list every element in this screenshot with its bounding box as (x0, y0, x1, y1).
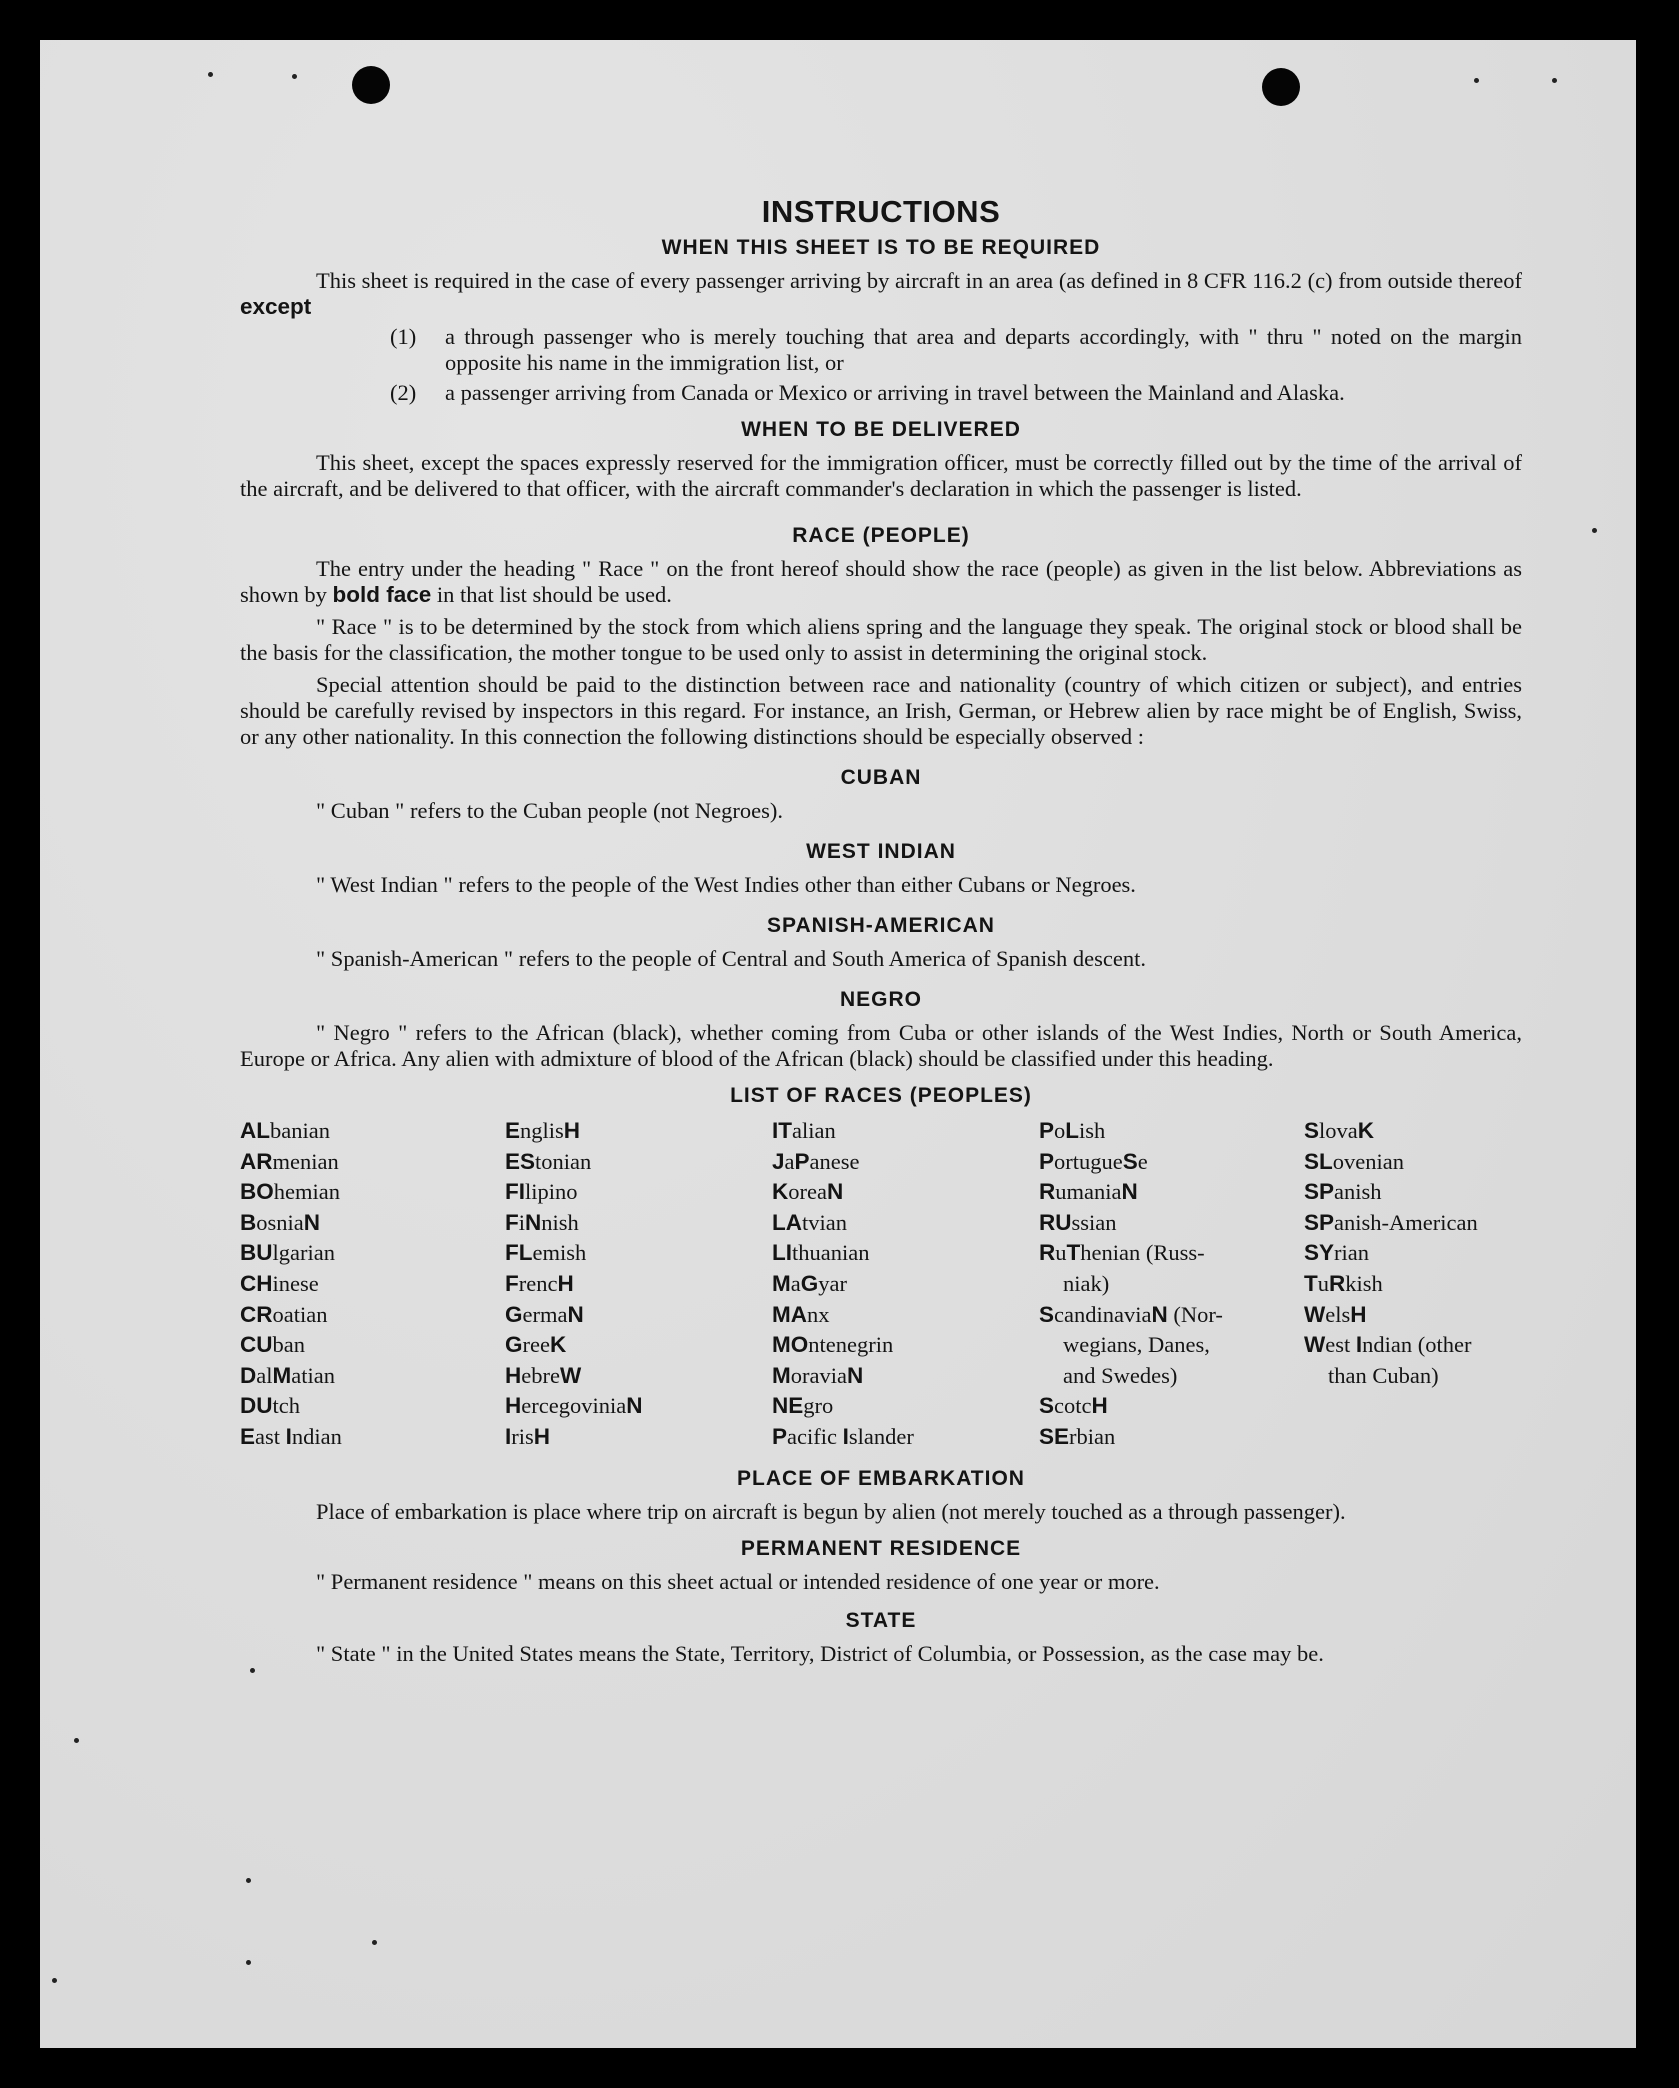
speck (372, 1940, 377, 1945)
punch-hole-left (352, 66, 390, 104)
speck (246, 1878, 251, 1883)
residence-text: " Permanent residence " means on this sheet actual or intended residence of one year or more. (316, 1568, 1160, 1594)
heading-permanent-residence: PERMANENT RESIDENCE (740, 1536, 1022, 1560)
race-entry: ALbanian (240, 1118, 330, 1143)
heading-spanish-american: SPANISH-AMERICAN (767, 914, 995, 937)
except-bold: except (240, 294, 312, 319)
heading-race: RACE (PEOPLE) (792, 524, 970, 547)
race-paragraph-3: Special attention should be paid to the distinction between race and nationality (country of which citizen or subject), and entries should be carefully revised by inspectors in this regard. For instance, an Irish, German, or Hebrew alien by race might be of English, Swiss, or any other nationality. In this connection the following distinctions should be especially observed : (240, 672, 1522, 749)
speck (1552, 78, 1557, 83)
spanish-american-text: " Spanish-American " refers to the people of Central and South America of Spanish descent. (316, 946, 1147, 971)
embarkation-text: Place of embarkation is place where trip on aircraft is begun by alien (not merely touched as a through passenger). (316, 1498, 1346, 1524)
race-entry: DalMatian (240, 1362, 335, 1388)
speck (208, 72, 213, 77)
race-entry: PoLish (1039, 1118, 1106, 1143)
bold-face-text: bold face (332, 582, 432, 607)
heading-west-indian: WEST INDIAN (806, 840, 956, 863)
race-entry: WelsH (1304, 1301, 1367, 1327)
race-entry: HercegoviniaN (505, 1393, 643, 1419)
race-entry: IrisH (505, 1423, 551, 1449)
race-entry: SLovenian (1304, 1148, 1404, 1174)
page-title: INSTRUCTIONS (761, 194, 1001, 229)
instructions-content (240, 190, 1522, 1673)
speck (52, 1978, 57, 1983)
heading-when-delivered: WHEN TO BE DELIVERED (741, 418, 1021, 441)
heading-state: STATE (845, 1608, 917, 1632)
speck (1592, 528, 1597, 533)
race-entry: RUssian (1039, 1209, 1117, 1235)
race-entry: SPanish (1304, 1179, 1382, 1205)
race-entry: BOhemian (240, 1179, 340, 1205)
race-entry: SlovaK (1304, 1118, 1375, 1143)
document-page (40, 40, 1636, 2048)
heading-list-of-races: LIST OF RACES (PEOPLES) (730, 1084, 1032, 1107)
race-paragraph-2: " Race " is to be determined by the stock from which aliens spring and the language they speak. The original stock or blood shall be the basis for the classification, the mother tongue to be used only to assist in determining the original stock. (240, 614, 1522, 665)
race-entry: TuRkish (1304, 1270, 1383, 1296)
punch-hole-right (1262, 68, 1300, 106)
race-entry: ScandinaviaN (Nor- (1039, 1301, 1223, 1327)
race-entry: CUban (240, 1332, 305, 1358)
race-entry: MOntenegrin (772, 1332, 894, 1358)
race-entry: wegians, Danes, (1063, 1332, 1210, 1358)
race-entry: SErbian (1039, 1423, 1116, 1449)
race-entry: West Indian (other (1304, 1332, 1472, 1358)
race-entry: FLemish (505, 1240, 587, 1266)
speck (292, 74, 297, 79)
heading-when-required: WHEN THIS SHEET IS TO BE REQUIRED (661, 236, 1101, 259)
race-entry: KoreaN (772, 1179, 844, 1205)
race-entry: NEgro (772, 1393, 834, 1419)
races-list (240, 1116, 1522, 1453)
race-paragraph-1: The entry under the heading " Race " on the front hereof should show the race (people) as given in the list below. Abbreviations as shown by bold face in that list should be used. (240, 556, 1522, 607)
race-entry: BUlgarian (240, 1240, 335, 1266)
heading-place-of-embarkation: PLACE OF EMBARKATION (737, 1466, 1025, 1490)
race-entry: BosniaN (240, 1209, 320, 1235)
west-indian-text: " West Indian " refers to the people of the West Indies other than either Cubans or Negroes. (316, 872, 1136, 897)
race-entry: CRoatian (240, 1301, 328, 1327)
exception-item-2: (2) a passenger arriving from Canada or Mexico or arriving in travel between the Mainland and Alaska. (390, 380, 1345, 405)
race-entry: Pacific Islander (772, 1423, 914, 1449)
race-entry: RumaniaN (1039, 1179, 1138, 1205)
when-required-intro: This sheet is required in the case of every passenger arriving by aircraft in an area (as defined in 8 CFR 116.2 (c) from outside thereof except (240, 268, 1522, 319)
race-entry: EStonian (505, 1148, 592, 1174)
race-entry: ITalian (772, 1118, 836, 1143)
race-entry: and Swedes) (1063, 1362, 1178, 1388)
heading-negro: NEGRO (839, 988, 922, 1011)
race-entry: GreeK (505, 1332, 567, 1358)
race-entry: MoraviaN (772, 1362, 864, 1388)
race-entry: DUtch (240, 1393, 300, 1419)
speck (1474, 78, 1479, 83)
race-entry: PortugueSe (1039, 1148, 1148, 1174)
race-entry: FrencH (505, 1270, 574, 1296)
race-entry: ScotcH (1039, 1393, 1108, 1419)
speck (246, 1960, 251, 1965)
race-entry: FIlipino (505, 1179, 578, 1205)
race-entry: HebreW (505, 1362, 582, 1388)
race-entry: East Indian (240, 1423, 342, 1449)
speck (74, 1738, 79, 1743)
race-entry: ARmenian (240, 1148, 339, 1174)
race-entry: LIthuanian (772, 1240, 870, 1266)
cuban-text: " Cuban " refers to the Cuban people (not Negroes). (316, 798, 783, 823)
state-text: " State " in the United States means the State, Territory, District of Columbia, or Possession, as the case may be. (316, 1640, 1324, 1666)
race-entry: CHinese (240, 1270, 319, 1296)
race-entry: FiNnish (505, 1209, 579, 1235)
race-entry: GermaN (505, 1301, 584, 1327)
race-entry: LAtvian (772, 1209, 847, 1235)
race-entry: EnglisH (505, 1118, 581, 1143)
race-entry: MAnx (772, 1301, 830, 1327)
race-entry: MaGyar (772, 1270, 847, 1296)
race-entry: than Cuban) (1328, 1362, 1439, 1388)
race-entry: SYrian (1304, 1240, 1369, 1266)
race-entry: JaPanese (772, 1148, 860, 1174)
race-entry: RuThenian (Russ- (1039, 1240, 1205, 1266)
negro-text: " Negro " refers to the African (black), whether coming from Cuba or other islands of the West Indies, North or South America, Europe or Africa. Any alien with admixture of blood of the African (black) should be classified under this heading. (240, 1020, 1522, 1071)
when-delivered-text: This sheet, except the spaces expressly reserved for the immigration officer, must be correctly filled out by the time of the arrival of the aircraft, and be delivered to that officer, with the aircraft commander's declaration in which the passenger is listed. (240, 450, 1522, 501)
race-entry: SPanish-American (1304, 1209, 1478, 1235)
exception-item-1: (1) a through passenger who is merely touching that area and departs accordingly, with " thru " noted on the margin opposite his name in the immigration list, or (390, 324, 1522, 375)
race-entry: niak) (1063, 1270, 1110, 1296)
heading-cuban: CUBAN (840, 766, 922, 789)
